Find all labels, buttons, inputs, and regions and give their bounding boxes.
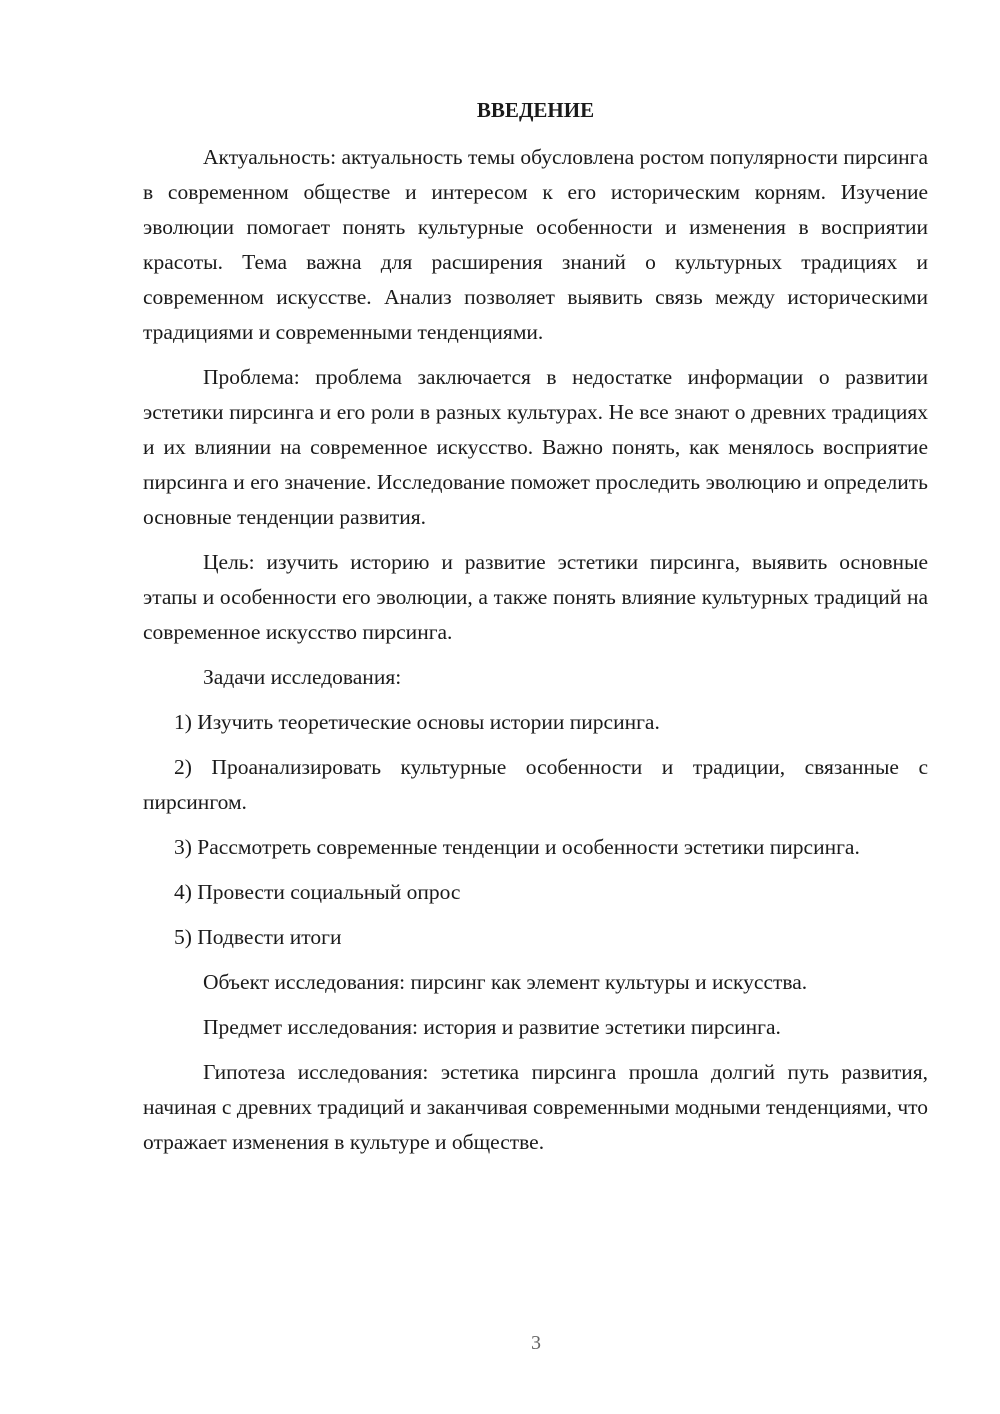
problem-paragraph: Проблема: проблема заключается в недостатке информации о развитии эстетики пирсинга и его роли в разных культурах. Не все знают о древних традициях и их влиянии на современное искусство. Важно понять, как менялось восприятие пирсинга и его значение. Исследование поможет проследить эволюцию и определить основные тенденции развития. — [143, 365, 928, 529]
object-paragraph: Объект исследования: пирсинг как элемент культуры и искусства. — [203, 970, 808, 994]
goal-paragraph: Цель: изучить историю и развитие эстетики пирсинга, выявить основные этапы и особенности его эволюции, а также понять влияние культурных традиций на современное искусство пирсинга. — [143, 550, 928, 644]
document-page — [143, 92, 928, 1170]
tasks-list — [143, 705, 928, 955]
relevance-paragraph: Актуальность: актуальность темы обусловлена ростом популярности пирсинга в современном обществе и интересом к его историческим корням. Изучение эволюции помогает понять культурные особенности и изменения в восприятии красоты. Тема важна для расширения знаний о культурных традициях и современном искусстве. Анализ позволяет выявить связь между историческими традициями и современными тенденциями. — [143, 145, 928, 344]
hypothesis-paragraph: Гипотеза исследования: эстетика пирсинга прошла долгий путь развития, начиная с древних традиций и заканчивая современными модными тенденциями, что отражает изменения в культуре и обществе. — [143, 1060, 928, 1154]
task-item: 3) Рассмотреть современные тенденции и особенности эстетики пирсинга. — [174, 835, 860, 859]
page-number: 3 — [531, 1332, 541, 1354]
subject-paragraph: Предмет исследования: история и развитие эстетики пирсинга. — [203, 1015, 781, 1039]
tasks-heading: Задачи исследования: — [203, 665, 402, 689]
task-item: 2) Проанализировать культурные особенности и традиции, связанные с пирсингом. — [143, 755, 928, 814]
task-item: 1) Изучить теоретические основы истории пирсинга. — [174, 710, 660, 734]
task-item: 4) Провести социальный опрос — [174, 880, 461, 904]
page-title: ВВЕДЕНИЕ — [476, 98, 595, 122]
task-item: 5) Подвести итоги — [174, 925, 342, 949]
